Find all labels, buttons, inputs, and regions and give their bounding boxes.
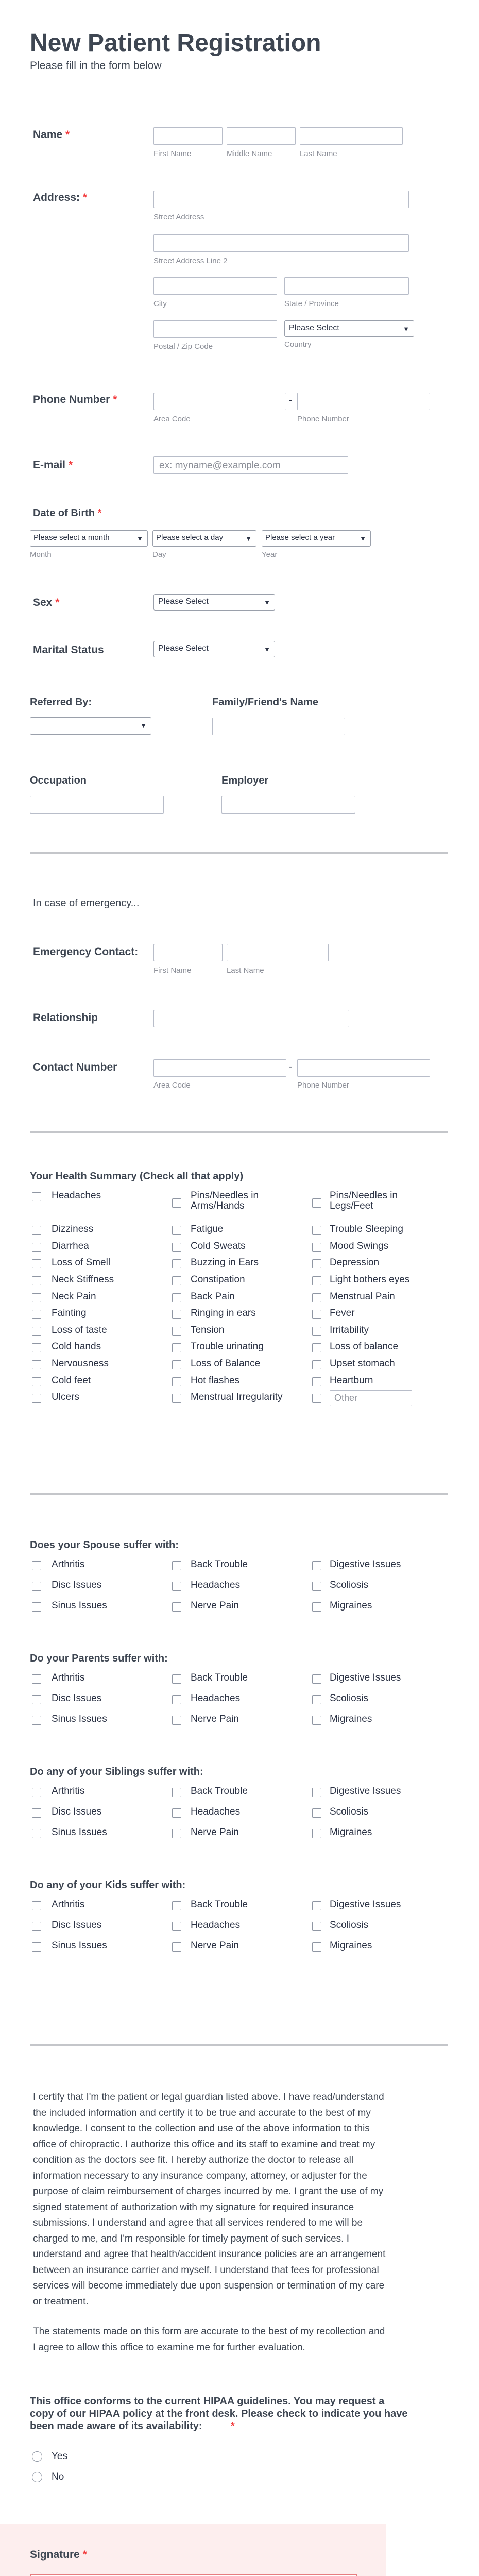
country-select[interactable]: Please Select ▼ [284,320,414,337]
health-col1-item-checkbox[interactable] [32,1360,41,1369]
health-col1-item-checkbox[interactable] [32,1343,41,1352]
sex-select[interactable]: Please Select ▼ [153,594,275,611]
siblings-option-checkbox[interactable] [172,1829,181,1838]
siblings-section-title: Do any of your Siblings suffer with: [30,1766,203,1777]
parents-section-title: Do your Parents suffer with: [30,1653,168,1664]
address-label: Address: * [33,192,88,204]
last-name-sublabel: Last Name [300,149,337,158]
dob-month-select[interactable]: Please select a month ▼ [30,530,148,547]
dob-year-select[interactable]: Please select a year ▼ [262,530,371,547]
health-col2-item-label: Hot flashes [191,1375,240,1386]
parents-option-checkbox[interactable] [172,1695,181,1704]
spouse-option-label: Scoliosis [330,1580,368,1590]
siblings-option-checkbox[interactable] [172,1808,181,1818]
health-col3-item-label: Depression [330,1257,380,1268]
health-col3-item-checkbox[interactable] [312,1293,321,1302]
friend-name-label: Family/Friend's Name [212,697,318,708]
health-col1-item-label: Cold feet [52,1375,91,1386]
dob-label: Date of Birth * [33,507,102,519]
siblings-option-checkbox[interactable] [32,1808,41,1818]
first-name-input[interactable] [153,127,223,145]
postal-input[interactable] [153,320,277,338]
parents-option-label: Back Trouble [191,1672,248,1683]
kids-option-checkbox[interactable] [172,1942,181,1952]
parents-option-label: Nerve Pain [191,1714,239,1724]
spouse-option-label: Nerve Pain [191,1600,239,1611]
email-input[interactable]: ex: myname@example.com [153,456,348,474]
chevron-down-icon: ▼ [245,535,252,543]
health-col1-item-label: Headaches [52,1190,101,1201]
referred-select[interactable] [30,717,151,735]
area-code-input[interactable] [153,393,286,410]
health-col1-item-label: Loss of Smell [52,1257,111,1268]
kids-option-checkbox[interactable] [32,1942,41,1952]
health-col1-item-checkbox[interactable] [32,1276,41,1285]
consent-line: knowledge. I consent to the collection and use of the above information to this [33,2123,370,2134]
parents-option-label: Headaches [191,1693,241,1704]
health-col2-item-label: Ringing in ears [191,1308,256,1319]
health-col1-item-label: Neck Pain [52,1291,96,1302]
street-address-2-sublabel: Street Address Line 2 [153,257,228,265]
spouse-option-label: Digestive Issues [330,1559,401,1570]
kids-option-checkbox[interactable] [32,1901,41,1910]
area-code-sublabel: Area Code [153,415,191,423]
health-col2-item-label: Fatigue [191,1224,224,1235]
health-col2-item-checkbox[interactable] [172,1259,181,1268]
siblings-option-label: Back Trouble [191,1786,248,1797]
health-col2-item-checkbox[interactable] [172,1198,181,1208]
parents-option-checkbox[interactable] [32,1695,41,1704]
city-input[interactable] [153,277,277,295]
consent-line: or treatment. [33,2296,89,2307]
contact-area-sublabel: Area Code [153,1081,191,1090]
emergency-first-sublabel: First Name [153,966,192,975]
health-col3-item-label: Heartburn [330,1375,373,1386]
chevron-down-icon: ▼ [403,325,409,333]
health-col2-item-checkbox[interactable] [172,1293,181,1302]
chevron-down-icon: ▼ [264,646,270,653]
kids-option-label: Disc Issues [52,1920,102,1930]
chevron-down-icon: ▼ [136,535,143,543]
dob-year-sublabel: Year [262,550,278,559]
health-col3-item-checkbox[interactable] [312,1310,321,1319]
contact-dash: - [289,1062,293,1073]
consent-line: understand and agree that health/accident insurance policies are an arrangement [33,2249,386,2260]
marital-label: Marital Status [33,644,104,656]
health-col3-item-checkbox[interactable] [312,1276,321,1285]
contact-number-label: Contact Number [33,1061,117,1073]
spouse-option-label: Headaches [191,1580,241,1590]
consent-line: signed statement of authorization with my signature for required insurance [33,2201,354,2213]
parents-option-label: Migraines [330,1714,372,1724]
parents-option-checkbox[interactable] [32,1716,41,1725]
parents-option-label: Arthritis [52,1672,85,1683]
siblings-option-checkbox[interactable] [32,1829,41,1838]
consent-line: The statements made on this form are accurate to the best of my recollection and [33,2326,385,2337]
sex-label: Sex * [33,597,60,608]
emergency-intro: In case of emergency... [33,897,140,909]
health-col2-item-checkbox[interactable] [172,1243,181,1252]
occupation-input[interactable] [30,796,164,814]
state-sublabel: State / Province [284,299,339,308]
health-col3-item-checkbox[interactable] [312,1360,321,1369]
parents-option-checkbox[interactable] [312,1716,321,1725]
consent-line: services will become immediately due upon suspension or termination of my care [33,2280,385,2291]
kids-option-checkbox[interactable] [32,1922,41,1931]
city-sublabel: City [153,299,167,308]
hipaa-question-line: This office conforms to the current HIPAA guidelines. You may request a [30,2396,385,2407]
siblings-option-label: Arthritis [52,1786,85,1797]
siblings-option-label: Migraines [330,1827,372,1838]
health-col3-item-label: Menstrual Pain [330,1291,395,1302]
health-col1-item-label: Cold hands [52,1341,101,1352]
health-col3-item-label: Fever [330,1308,355,1319]
health-col2-item-label: Pins/Needles in [191,1190,259,1201]
siblings-option-checkbox[interactable] [172,1788,181,1797]
siblings-option-checkbox[interactable] [312,1808,321,1818]
health-col1-item-label: Diarrhea [52,1240,89,1251]
consent-line: purpose of claim reimbursement of charges incurred by me. I grant the use of my [33,2186,384,2197]
health-col3-item-label: Upset stomach [330,1358,395,1369]
parents-option-checkbox[interactable] [32,1674,41,1684]
kids-option-checkbox[interactable] [172,1901,181,1910]
health-col3-item-label: Irritability [330,1324,369,1335]
postal-sublabel: Postal / Zip Code [153,342,213,351]
health-col1-item-label: Ulcers [52,1392,79,1403]
emergency-last-input[interactable] [227,944,329,961]
health-col2-item-checkbox[interactable] [172,1276,181,1285]
street-address-2-input[interactable] [153,234,409,252]
hipaa-yes-radio[interactable] [32,2451,42,2462]
signature-pad[interactable] [30,2574,357,2576]
page-subtitle: Please fill in the form below [30,60,162,72]
kids-option-checkbox[interactable] [312,1922,321,1931]
consent-line: charged to me, and I'm responsible for timely payment of such services. I [33,2233,350,2244]
health-other-checkbox[interactable] [312,1394,321,1403]
health-other-input[interactable]: Other [330,1390,412,1406]
health-col3-item-checkbox[interactable] [312,1243,321,1252]
section-divider [30,1131,448,1133]
spouse-option-checkbox[interactable] [172,1602,181,1612]
parents-option-checkbox[interactable] [312,1695,321,1704]
health-col3-item-label: Pins/Needles in [330,1190,398,1201]
kids-option-label: Sinus Issues [52,1940,107,1951]
spouse-option-checkbox[interactable] [32,1602,41,1612]
signature-label: Signature * [30,2549,87,2561]
consent-line: between an insurance carrier and myself. I understand that fees for professional [33,2264,379,2276]
health-col2-item-label: Buzzing in Ears [191,1257,259,1268]
section-divider [30,2044,448,2046]
contact-number-input[interactable] [297,1059,430,1077]
friend-name-input[interactable] [212,718,345,735]
spouse-section-title: Does your Spouse suffer with: [30,1539,179,1551]
siblings-option-label: Disc Issues [52,1806,102,1817]
kids-option-checkbox[interactable] [312,1901,321,1910]
spouse-option-checkbox[interactable] [172,1561,181,1570]
spouse-option-label: Sinus Issues [52,1600,107,1611]
health-col3-item-checkbox[interactable] [312,1226,321,1235]
spouse-option-checkbox[interactable] [312,1602,321,1612]
siblings-option-label: Headaches [191,1806,241,1817]
health-col2-item-checkbox[interactable] [172,1327,181,1336]
parents-option-label: Sinus Issues [52,1714,107,1724]
kids-option-label: Migraines [330,1940,372,1951]
siblings-option-label: Sinus Issues [52,1827,107,1838]
last-name-input[interactable] [300,127,403,145]
dob-month-sublabel: Month [30,550,52,559]
health-col1-item-label: Fainting [52,1308,87,1319]
contact-area-input[interactable] [153,1059,286,1077]
kids-option-label: Back Trouble [191,1899,248,1910]
section-divider [30,1493,448,1495]
phone-dash: - [289,395,293,406]
hipaa-question-line: copy of our HIPAA policy at the front desk. Please check to indicate you have [30,2408,408,2419]
health-summary-title: Your Health Summary (Check all that apply) [30,1171,244,1182]
phone-label: Phone Number * [33,394,117,405]
health-col1-item-checkbox[interactable] [32,1259,41,1268]
spouse-option-label: Migraines [330,1600,372,1611]
parents-option-label: Scoliosis [330,1693,368,1704]
spouse-option-checkbox[interactable] [312,1561,321,1570]
health-col2-item-checkbox[interactable] [172,1310,181,1319]
middle-name-sublabel: Middle Name [227,149,272,158]
consent-line: information necessary to any insurance company, attorney, or adjuster for the [33,2170,367,2181]
hipaa-no-radio[interactable] [32,2472,42,2482]
health-col1-item-checkbox[interactable] [32,1310,41,1319]
chevron-down-icon: ▼ [264,599,270,606]
health-col1-item-label: Dizziness [52,1224,94,1235]
dob-day-select[interactable]: Please select a day ▼ [152,530,256,547]
health-col3-item-checkbox[interactable] [312,1259,321,1268]
health-col1-item-checkbox[interactable] [32,1394,41,1403]
health-col1-item-checkbox[interactable] [32,1327,41,1336]
health-col2-item-label: Arms/Hands [191,1200,245,1211]
employer-label: Employer [221,775,269,786]
phone-number-sublabel: Phone Number [297,415,349,423]
marital-select[interactable]: Please Select ▼ [153,641,275,657]
street-address-input[interactable] [153,191,409,208]
kids-section-title: Do any of your Kids suffer with: [30,1879,186,1891]
health-col2-item-label: Tension [191,1324,225,1335]
relationship-input[interactable] [153,1010,349,1027]
hipaa-required-marker: * [231,2420,235,2432]
health-col1-item-label: Loss of taste [52,1324,107,1335]
health-col1-item-checkbox[interactable] [32,1226,41,1235]
health-col2-item-label: Trouble urinating [191,1341,264,1352]
consent-line: office of chiropractic. I authorize this office and its staff to examine and treat my [33,2139,375,2150]
siblings-option-label: Nerve Pain [191,1827,239,1838]
health-col2-item-label: Back Pain [191,1291,235,1302]
first-name-sublabel: First Name [153,149,192,158]
page-title: New Patient Registration [30,29,321,57]
health-col3-item-label: Light bothers eyes [330,1274,410,1285]
emergency-first-input[interactable] [153,944,223,961]
health-col2-item-checkbox[interactable] [172,1343,181,1352]
siblings-option-checkbox[interactable] [312,1829,321,1838]
parents-option-label: Digestive Issues [330,1672,401,1683]
parents-option-label: Disc Issues [52,1693,102,1704]
health-col3-item-label: Trouble Sleeping [330,1224,403,1235]
health-col1-item-checkbox[interactable] [32,1377,41,1386]
kids-option-label: Scoliosis [330,1920,368,1930]
referred-label: Referred By: [30,697,92,708]
contact-number-sublabel: Phone Number [297,1081,349,1090]
health-col1-item-checkbox[interactable] [32,1243,41,1252]
spouse-option-checkbox[interactable] [32,1582,41,1591]
health-col2-item-checkbox[interactable] [172,1226,181,1235]
siblings-option-label: Scoliosis [330,1806,368,1817]
health-col3-item-checkbox[interactable] [312,1327,321,1336]
health-col1-item-label: Nervousness [52,1358,109,1369]
kids-option-label: Nerve Pain [191,1940,239,1951]
spouse-option-label: Back Trouble [191,1559,248,1570]
siblings-option-label: Digestive Issues [330,1786,401,1797]
health-col3-item-checkbox[interactable] [312,1198,321,1208]
health-col3-item-label: Loss of balance [330,1341,399,1352]
health-col2-item-label: Menstrual Irregularity [191,1392,283,1403]
spouse-option-checkbox[interactable] [32,1561,41,1570]
kids-option-label: Digestive Issues [330,1899,401,1910]
name-label: Name * [33,129,70,141]
email-label: E-mail * [33,459,73,471]
health-col3-item-label: Legs/Feet [330,1200,373,1211]
kids-option-checkbox[interactable] [312,1942,321,1952]
hipaa-yes-label: Yes [52,2451,67,2462]
hipaa-no-label: No [52,2471,64,2482]
health-col1-item-checkbox[interactable] [32,1192,41,1201]
state-input[interactable] [284,277,409,295]
health-col2-item-label: Loss of Balance [191,1358,261,1369]
dob-day-sublabel: Day [152,550,166,559]
occupation-label: Occupation [30,775,87,786]
health-col3-item-label: Mood Swings [330,1240,389,1251]
health-col2-item-checkbox[interactable] [172,1360,181,1369]
country-sublabel: Country [284,340,312,349]
hipaa-question-line: been made aware of its availability: [30,2420,202,2432]
consent-line: I certify that I'm the patient or legal guardian listed above. I have read/understand [33,2092,384,2103]
health-col2-item-label: Cold Sweats [191,1240,246,1251]
relationship-label: Relationship [33,1012,98,1024]
parents-option-checkbox[interactable] [172,1716,181,1725]
emergency-last-sublabel: Last Name [227,966,264,975]
consent-line: condition as the doctors see fit. I hereby authorize the doctor to release all [33,2155,354,2165]
consent-line: the included information and certify it to be true and accurate to the best of my [33,2107,371,2119]
parents-option-checkbox[interactable] [172,1674,181,1684]
parents-option-checkbox[interactable] [312,1674,321,1684]
siblings-option-checkbox[interactable] [32,1788,41,1797]
health-col1-item-label: Neck Stiffness [52,1274,114,1285]
consent-line: submissions. I understand and agree that all services rendered to me will be [33,2217,363,2228]
health-col3-item-checkbox[interactable] [312,1377,321,1386]
consent-line: I agree to allow this office to examine me for further evaluation. [33,2342,305,2353]
chevron-down-icon: ▼ [360,535,366,543]
health-col1-item-checkbox[interactable] [32,1293,41,1302]
kids-option-label: Arthritis [52,1899,85,1910]
street-address-sublabel: Street Address [153,213,204,222]
siblings-option-checkbox[interactable] [312,1788,321,1797]
health-col2-item-checkbox[interactable] [172,1394,181,1403]
middle-name-input[interactable] [227,127,296,145]
phone-number-input[interactable] [297,393,430,410]
spouse-option-checkbox[interactable] [172,1582,181,1591]
employer-input[interactable] [221,796,355,814]
spouse-option-label: Arthritis [52,1559,85,1570]
chevron-down-icon: ▼ [140,722,147,730]
health-col2-item-checkbox[interactable] [172,1377,181,1386]
kids-option-checkbox[interactable] [172,1922,181,1931]
spouse-option-checkbox[interactable] [312,1582,321,1591]
section-divider [30,852,448,854]
health-col3-item-checkbox[interactable] [312,1343,321,1352]
kids-option-label: Headaches [191,1920,241,1930]
emergency-contact-label: Emergency Contact: [33,946,139,958]
spouse-option-label: Disc Issues [52,1580,102,1590]
health-col2-item-label: Constipation [191,1274,245,1285]
